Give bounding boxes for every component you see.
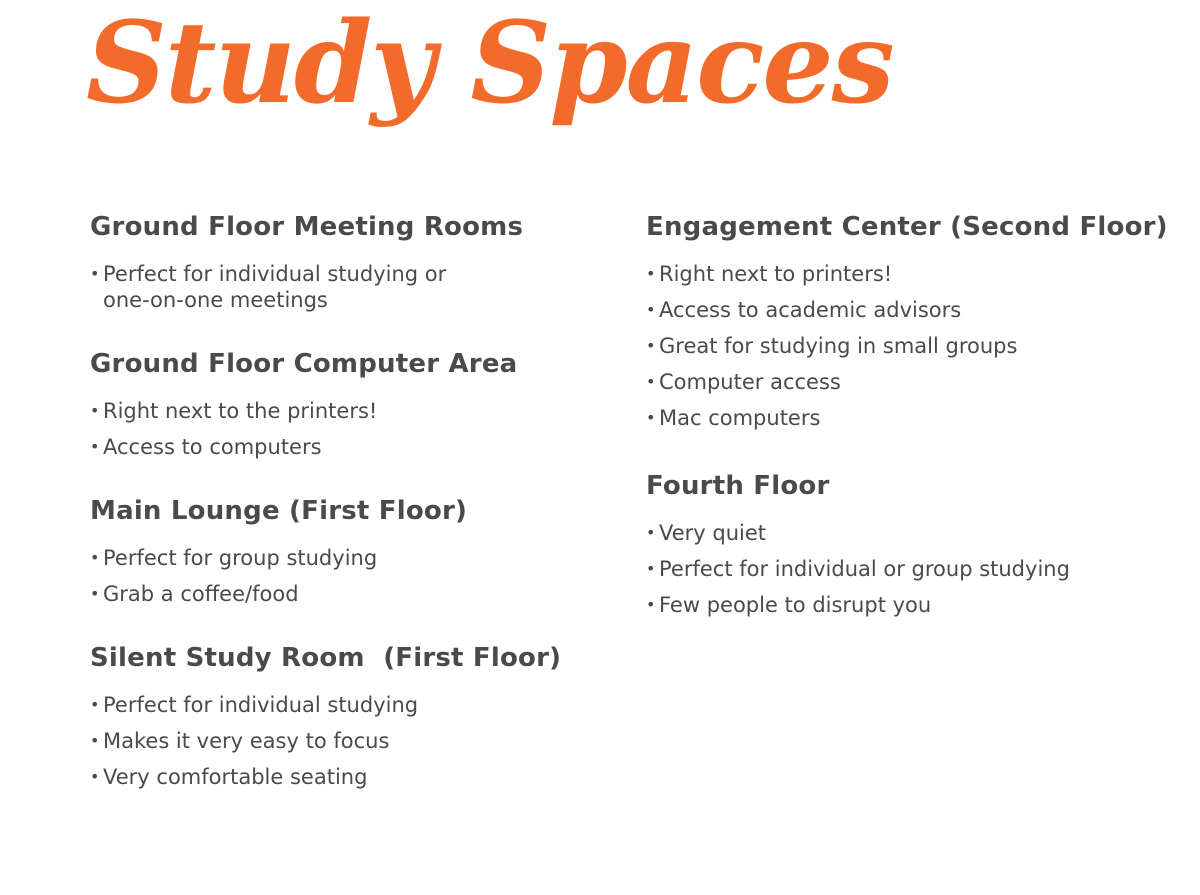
list-item: • Mac computers bbox=[646, 405, 1186, 431]
list-item: • Great for studying in small groups bbox=[646, 333, 1186, 359]
section-main-lounge bbox=[90, 494, 610, 607]
section-heading: Ground Floor Computer Area bbox=[90, 349, 518, 379]
bullet-list bbox=[646, 520, 1186, 618]
list-item: • Perfect for individual or group studying bbox=[646, 556, 1186, 582]
section-fourth-floor bbox=[646, 469, 1186, 618]
list-item: • Few people to disrupt you bbox=[646, 592, 1186, 618]
list-item: • Very quiet bbox=[646, 520, 1186, 546]
bullet-list bbox=[646, 261, 1186, 431]
bullet-list bbox=[90, 545, 610, 607]
list-item: • Very comfortable seating bbox=[90, 764, 610, 790]
section-heading: Main Lounge (First Floor) bbox=[90, 496, 468, 526]
section-engagement-center bbox=[646, 210, 1186, 431]
list-item: • Makes it very easy to focus bbox=[90, 728, 610, 754]
section-ground-floor-computer-area bbox=[90, 347, 610, 460]
bullet-list bbox=[90, 692, 610, 790]
list-item: • Access to computers bbox=[90, 434, 610, 460]
list-item: • Right next to the printers! bbox=[90, 398, 610, 424]
section-heading: Fourth Floor bbox=[646, 471, 830, 501]
list-item: • Perfect for individual studying bbox=[90, 692, 610, 718]
section-heading: Silent Study Room (First Floor) bbox=[90, 643, 562, 673]
section-ground-floor-meeting-rooms bbox=[90, 210, 610, 313]
bullet-list bbox=[90, 261, 610, 313]
page-title: Study Spaces bbox=[86, 0, 893, 129]
section-silent-study-room bbox=[90, 641, 610, 790]
right-column bbox=[646, 210, 1186, 628]
list-item: • Computer access bbox=[646, 369, 1186, 395]
section-heading: Engagement Center (Second Floor) bbox=[646, 212, 1168, 242]
section-heading: Ground Floor Meeting Rooms bbox=[90, 212, 524, 242]
list-item: • Perfect for group studying bbox=[90, 545, 610, 571]
bullet-list bbox=[90, 398, 610, 460]
list-item: • Grab a coffee/food bbox=[90, 581, 610, 607]
list-item: • Perfect for individual studying or one-on-one meetings bbox=[90, 261, 463, 313]
list-item: • Right next to printers! bbox=[646, 261, 1186, 287]
left-column bbox=[90, 210, 610, 800]
list-item: • Access to academic advisors bbox=[646, 297, 1186, 323]
